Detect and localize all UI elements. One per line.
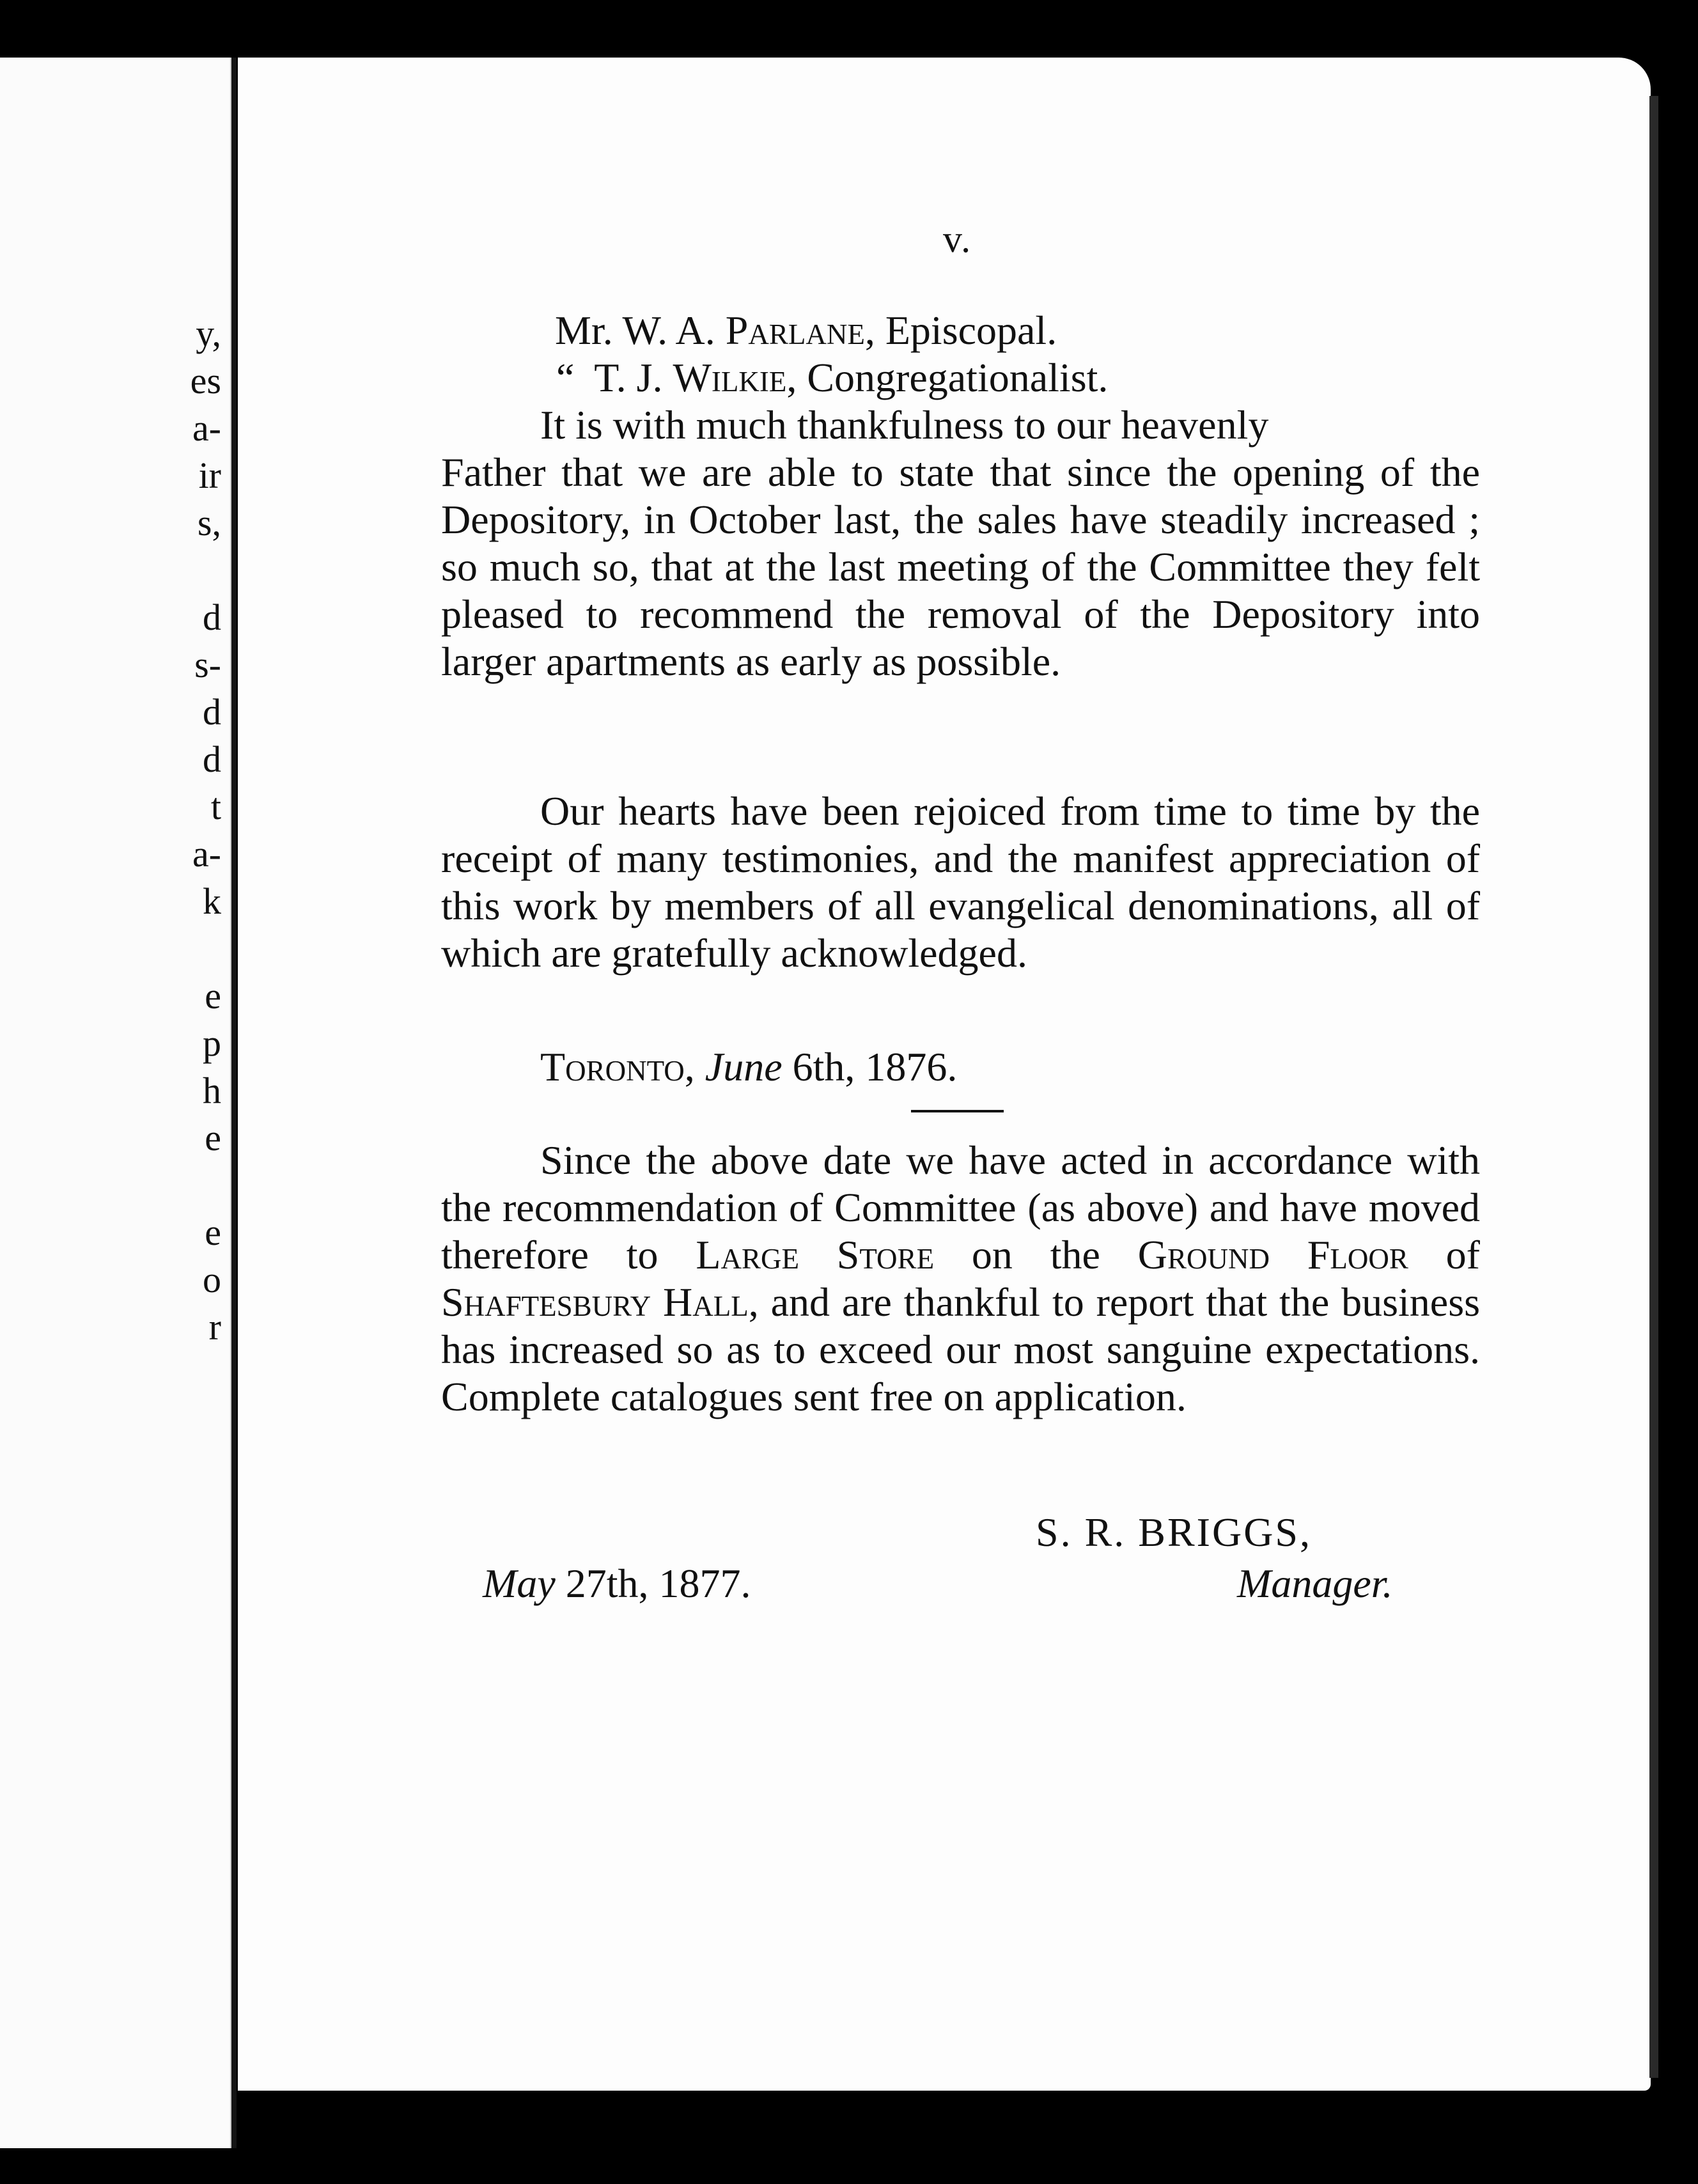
left-page-fragment: p	[203, 1022, 221, 1064]
left-page-fragment: ir	[198, 455, 221, 496]
signature-date: May 27th, 1877.	[483, 1561, 751, 1606]
left-page-fragment: s-	[194, 644, 221, 685]
left-page-fragment: e	[205, 975, 221, 1017]
book-gutter	[231, 58, 237, 2148]
left-page-fragment: y,	[196, 313, 221, 354]
left-page-fragment: a-	[192, 407, 221, 449]
left-page-fragment: e	[205, 1212, 221, 1253]
left-page-fragment: e	[205, 1117, 221, 1158]
left-page-fragment: d	[203, 597, 221, 638]
left-page-fragment	[144, 547, 221, 594]
paragraph-testimonies: Our hearts have been rejoiced from time to time by the receipt of many testimonies, and the manifest appreciation of this work by members of all evangelical denominations, all of which are gratefully acknowledged.	[441, 788, 1480, 976]
left-page-fragment: a-	[192, 833, 221, 875]
member-name: Parlane	[725, 308, 865, 353]
member-name: Wilkie	[673, 355, 787, 400]
left-page-fragment: r	[208, 1306, 221, 1348]
left-page	[0, 58, 231, 2148]
signature-name: S. R. BRIGGS,	[1036, 1509, 1312, 1555]
member-line-wilkie: “ T. J. Wilkie, Congregationalist.	[556, 355, 1109, 400]
left-page-fragment	[144, 925, 221, 972]
left-page-fragment: es	[190, 360, 221, 402]
left-page-fragment: s,	[197, 502, 221, 543]
separator-rule	[911, 1110, 1004, 1112]
left-page-fragment: k	[203, 880, 221, 922]
left-page-fragment: h	[203, 1070, 221, 1111]
left-page-fragment: t	[210, 786, 221, 827]
left-page-fragment: d	[203, 691, 221, 733]
page-edge	[1649, 96, 1658, 2078]
left-page-fragment: d	[203, 738, 221, 780]
member-line-parlane: Mr. W. A. Parlane, Episcopal.	[555, 308, 1057, 353]
left-page-text-fragments	[144, 310, 221, 1351]
page-number: v.	[943, 218, 972, 260]
paragraph-relocation: Since the above date we have acted in accordance with the recommendation of Committee (as above) and have moved therefore to Large Store on the Ground Floor of Shaftesbury Hall, and are thankful to report that the business has increased so as to exceed our most sanguine expectations. Complete catalogues sent free on application.	[441, 1137, 1481, 1419]
left-page-fragment	[144, 1162, 221, 1209]
paragraph-thankfulness: It is with much thankfulness to our heavenly Father that we are able to state that since the opening of the Depository, in October last, the sales have steadily increased ; so much so, that at the last meeting of the Committee they felt pleased to recommend the removal of the Depository into larger apartments as early as possible.	[441, 402, 1480, 684]
dateline-toronto: Toronto, June 6th, 1876.	[540, 1044, 958, 1089]
left-page-fragment: o	[203, 1259, 221, 1300]
signature-title: Manager.	[1237, 1561, 1393, 1606]
